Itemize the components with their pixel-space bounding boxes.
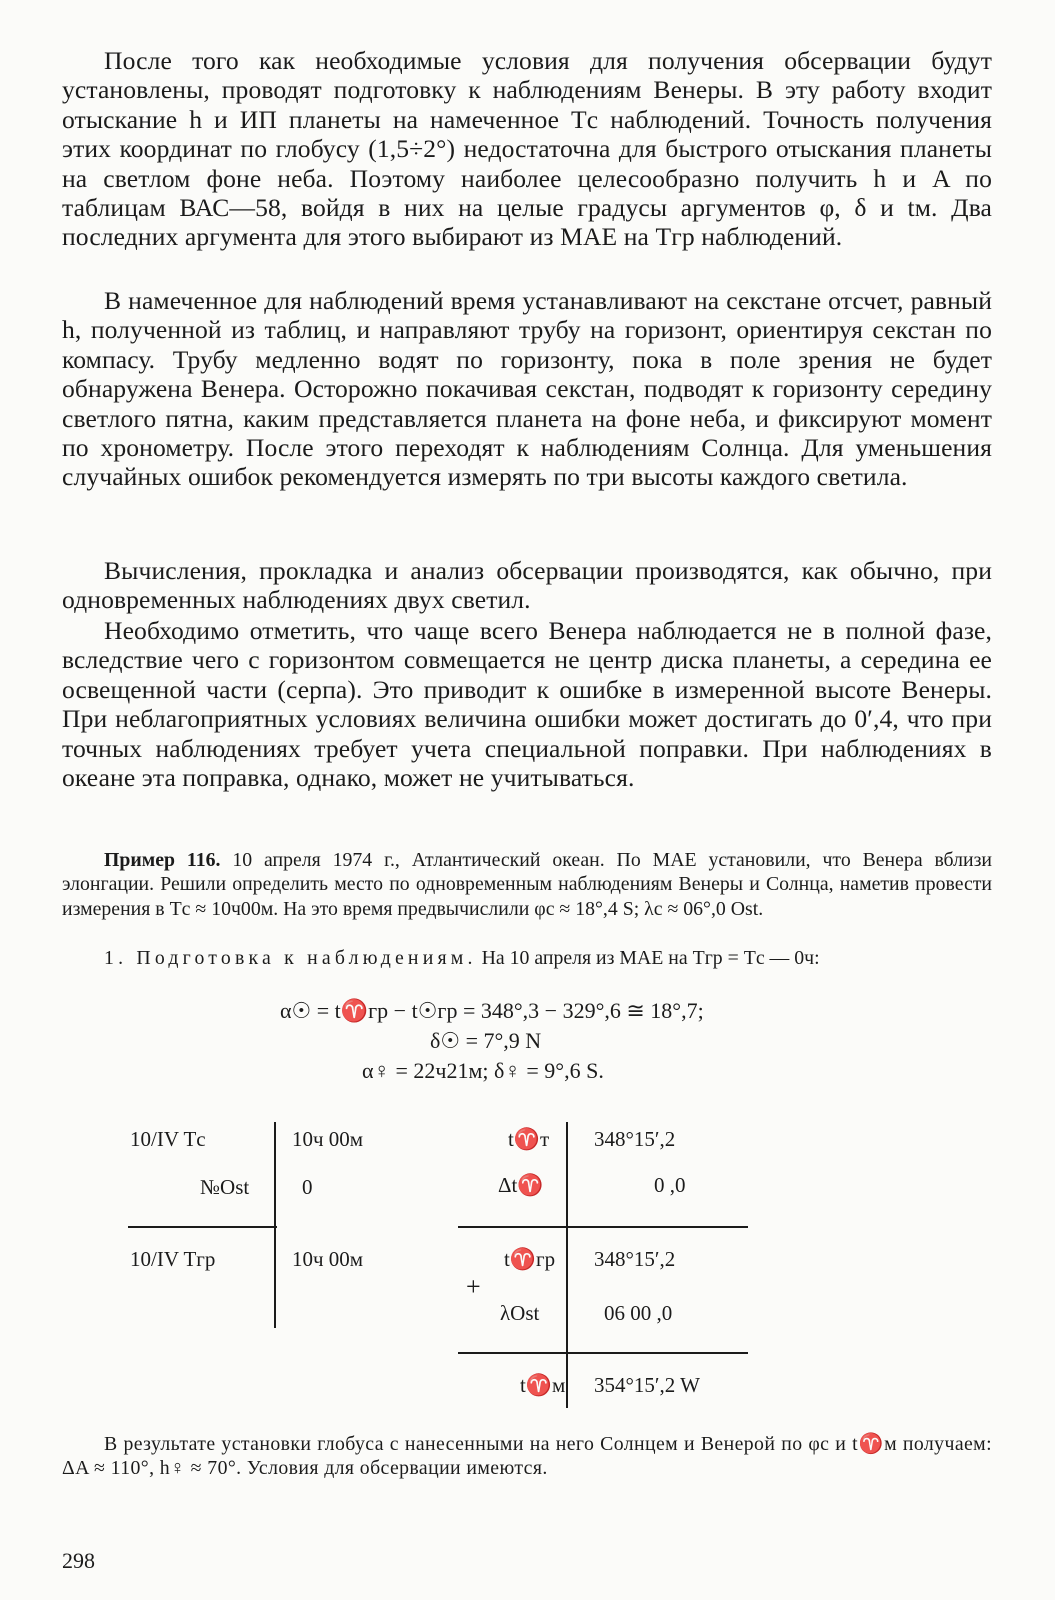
step-label: 1. Подготовка к наблюдениям. <box>104 947 477 969</box>
hour-angle-row-5-label: t♈м <box>520 1373 566 1397</box>
hour-angle-row-5-value: 354°15′,2 W <box>594 1373 700 1397</box>
hour-angle-row-1-value: 348°15′,2 <box>594 1127 676 1151</box>
time-table-sum-rule-left <box>128 1226 274 1228</box>
paragraph-2: В намеченное для наблюдений время устанавливают на секстане отсчет, равный h, полученной из таблиц, и направляют трубу на горизонт, ориентируя секстан по компасу. Трубу медленно водят по горизонту, пока в поле зрения не будет обнаружена Венера. Осторожно покачивая секстан, подводят к горизонту середину светлого пятна, каким представляется планета на фоне неба, и фиксируют момент по хронометру. После этого переходят к наблюдениям Солнца. Для уменьшения случайных ошибок рекомендуется измерять по три высоты каждого светила. <box>62 286 992 492</box>
time-row-tc-label: 10/IV Tс <box>130 1127 206 1151</box>
hour-angle-sum-rule-1 <box>458 1226 748 1228</box>
hour-angle-sum-rule-2 <box>458 1352 748 1354</box>
formula-delta-sun: δ☉ = 7°,9 N <box>430 1028 542 1053</box>
time-row-tgr-value: 10ч 00м <box>292 1247 364 1271</box>
time-table-vertical-rule <box>274 1122 276 1328</box>
hour-angle-plus-sign: + <box>466 1272 481 1301</box>
hour-angle-row-3-value: 348°15′,2 <box>594 1247 676 1271</box>
page-number: 298 <box>62 1548 95 1573</box>
paragraph-4: Необходимо отметить, что чаще всего Венера наблюдается не в полной фазе, вследствие чего с горизонтом совмещается не центр диска планеты, а середина ее освещенной части (серпа). Это приводит к ошибке в измеренной высоте Венеры. При неблагоприятных условиях величина ошибки может достигать до 0′,4, что при точных наблюдениях требует учета специальной поправки. При наблюдениях в океане эта поправка, однако, может не учитываться. <box>62 616 992 793</box>
step-text: На 10 апреля из МАЕ на Tгр = Tс — 0ч: <box>481 947 820 969</box>
hour-angle-row-1-label: t♈т <box>508 1127 550 1151</box>
hour-angle-row-2-value: 0 ,0 <box>654 1173 686 1197</box>
paragraph-3: Вычисления, прокладка и анализ обсервации производятся, как обычно, при одновременных наблюдениях двух светил. <box>62 556 992 615</box>
hour-angle-row-2-label: Δt♈ <box>498 1173 544 1197</box>
formula-alpha-sun: α☉ = t♈гр − t☉гр = 348°,3 − 329°,6 ≅ 18°,7; <box>280 998 704 1023</box>
time-row-zone-value: 0 <box>302 1175 313 1199</box>
hour-angle-row-4-label: λOst <box>500 1301 540 1325</box>
paragraph-1: После того как необходимые условия для получения обсервации будут установлены, проводят подготовку к наблюдениям Венеры. В эту работу входит отыскание h и ИП планеты на намеченное Tс наблюдений. Точность получения этих координат по глобусу (1,5÷2°) недостаточна для быстрого отыскания планеты на светлом фоне неба. Поэтому наиболее целесообразно получить h и A по таблицам ВАС—58, войдя в них на целые градусы аргументов φ, δ и tм. Два последних аргумента для этого выбирают из МАЕ на Tгр наблюдений. <box>62 46 992 252</box>
example-paragraph <box>62 848 992 921</box>
hour-angle-row-3-label: t♈гр <box>504 1247 556 1271</box>
step-paragraph <box>62 946 992 970</box>
time-row-tgr-label: 10/IV Tгр <box>130 1247 216 1271</box>
formula-venus: α♀ = 22ч21м; δ♀ = 9°,6 S. <box>362 1058 604 1083</box>
hour-angle-row-4-value: 06 00 ,0 <box>604 1301 673 1325</box>
hour-angle-vertical-rule <box>566 1122 568 1408</box>
time-row-tc-value: 10ч 00м <box>292 1127 364 1151</box>
example-label: Пример 116. <box>104 849 221 871</box>
time-row-zone-label: №Ost <box>200 1175 250 1199</box>
example-text: 10 апреля 1974 г., Атлантический океан. По МАЕ установили, что Венера вблизи элонгации. Решили определить место по одновременным наблюдениям Венеры и Солнца, наметив провести измерения в Tс ≈ 10ч00м. На это время предвычислили φс ≈ 18°,4 S; λс ≈ 06°,0 Ost. <box>62 849 992 920</box>
time-table-sum-rule-right <box>276 1226 277 1228</box>
conclusion-paragraph: В результате установки глобуса с нанесенными на него Солнцем и Венерой по φс и t♈м получаем: ΔA ≈ 110°, h♀ ≈ 70°. Условия для обсервации имеются. <box>62 1433 992 1480</box>
